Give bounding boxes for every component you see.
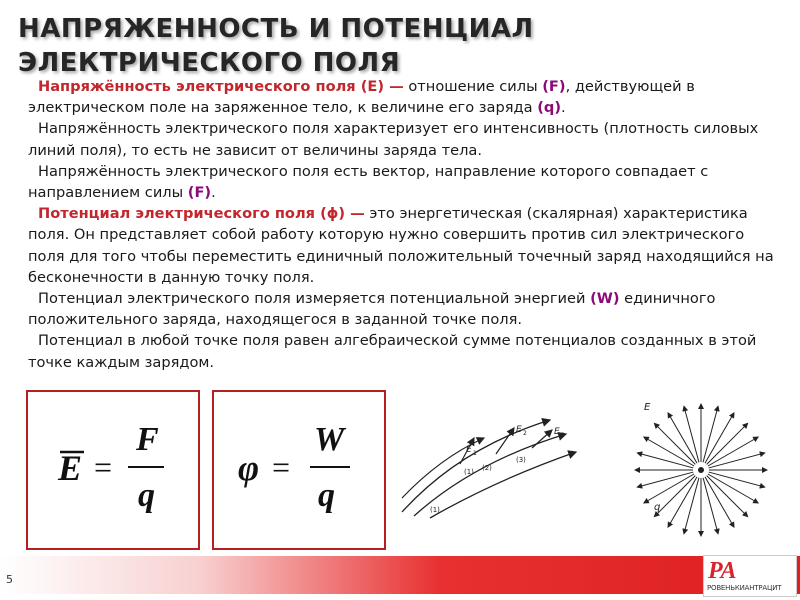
paragraph-potential-superposition: Потенциал в любой точке поля равен алгебраической сумме потенциалов созданных в этой точке каждым зарядом. bbox=[28, 332, 757, 371]
paragraph-potential-definition bbox=[28, 203, 778, 288]
title-line-2: ЭЛЕКТРИЧЕСКОГО ПОЛЯ bbox=[18, 48, 401, 78]
text-segment: . bbox=[211, 184, 216, 202]
text-segment: это энергетическая (скалярная) характеристика поля. Он представляет собой работу которую нужно совершить против сил электрического поля для того чтобы переместить единичный положительный точечный заряд находящийся на бесконечности в данную точку поля. bbox=[28, 205, 774, 286]
paragraph-intensity-density: Напряжённость электрического поля характеризует его интенсивность (плотность силовых линий поля), то есть не зависит от величины заряда тела. bbox=[28, 120, 759, 159]
text-segment: . bbox=[561, 99, 566, 117]
label-e3-index: 3 bbox=[561, 432, 565, 439]
radial-ray bbox=[707, 423, 748, 464]
symbol-f: (F) bbox=[187, 184, 212, 202]
term-potential: Потенциал электрического поля (ϕ) — bbox=[38, 205, 365, 223]
formula-e-denominator: q bbox=[138, 477, 155, 514]
label-e2-index: 2 bbox=[523, 430, 527, 437]
symbol-q: (q) bbox=[537, 99, 561, 117]
field-line bbox=[430, 452, 576, 518]
paragraph-intensity-definition bbox=[28, 76, 778, 118]
formula-phi-equals: = bbox=[272, 449, 291, 485]
label-e1: E bbox=[466, 445, 472, 455]
logo-subtext: РОВЕНЬКИАНТРАЦИТ bbox=[707, 584, 782, 592]
formula-e-equals: = bbox=[94, 449, 113, 485]
paragraph-intensity-vector bbox=[28, 161, 778, 203]
label-point-3: (3) bbox=[516, 456, 526, 464]
formula-e-lhs: E bbox=[58, 448, 83, 488]
footer-bar bbox=[0, 556, 800, 594]
text-segment: единичного положительного заряда, находящегося в заданной точке поля. bbox=[28, 290, 716, 329]
formula-intensity bbox=[28, 392, 198, 548]
formula-phi-numerator: W bbox=[314, 421, 345, 458]
radial-ray bbox=[707, 476, 748, 517]
label-line-1: (1) bbox=[430, 506, 440, 514]
field-lines-figure bbox=[400, 408, 578, 520]
field-line bbox=[402, 420, 550, 512]
formula-box-potential bbox=[212, 390, 386, 550]
label-point-2: (2) bbox=[482, 464, 492, 472]
paragraph-potential-energy bbox=[28, 288, 778, 330]
label-e: E bbox=[644, 402, 651, 413]
label-e3: E bbox=[554, 427, 560, 437]
radial-ray bbox=[654, 423, 695, 464]
formula-potential bbox=[214, 392, 384, 548]
vector-e2 bbox=[496, 428, 514, 454]
company-logo bbox=[703, 555, 797, 597]
label-point-1: (1) bbox=[464, 468, 474, 476]
label-e1-index: 1 bbox=[473, 450, 477, 457]
radial-field-diagram bbox=[626, 398, 776, 546]
formula-e-numerator: F bbox=[136, 421, 159, 458]
symbol-w: (W) bbox=[590, 290, 620, 308]
field-line bbox=[414, 434, 566, 516]
text-segment: Потенциал электрического поля измеряется потенциальной энергией bbox=[38, 290, 591, 308]
text-segment: отношение силы bbox=[403, 78, 543, 95]
text-segment: Напряжённость электрического поля есть вектор, направление которого совпадает с направлением силы bbox=[28, 162, 709, 202]
formula-box-intensity bbox=[26, 390, 200, 550]
symbol-f: (F) bbox=[542, 78, 566, 95]
radial-ray bbox=[654, 476, 695, 517]
point-charge bbox=[698, 467, 704, 473]
term-intensity: Напряжённость электрического поля (E) — bbox=[38, 78, 404, 95]
body-text bbox=[28, 76, 778, 373]
text-segment: , действующей в электрическом поле на заряженное тело, к величине его заряда bbox=[28, 78, 695, 117]
page-number: 5 bbox=[6, 573, 13, 586]
title-line-1: НАПРЯЖЕННОСТЬ И ПОТЕНЦИАЛ bbox=[18, 14, 534, 44]
radial-field-figure bbox=[626, 398, 776, 546]
field-lines-diagram bbox=[400, 408, 578, 520]
label-e2: E bbox=[516, 425, 522, 435]
formula-phi-lhs: φ bbox=[238, 448, 260, 488]
slide-title bbox=[18, 12, 534, 80]
logo-mark: РА bbox=[708, 558, 737, 584]
formula-phi-denominator: q bbox=[318, 477, 335, 514]
label-q: q bbox=[654, 502, 661, 513]
